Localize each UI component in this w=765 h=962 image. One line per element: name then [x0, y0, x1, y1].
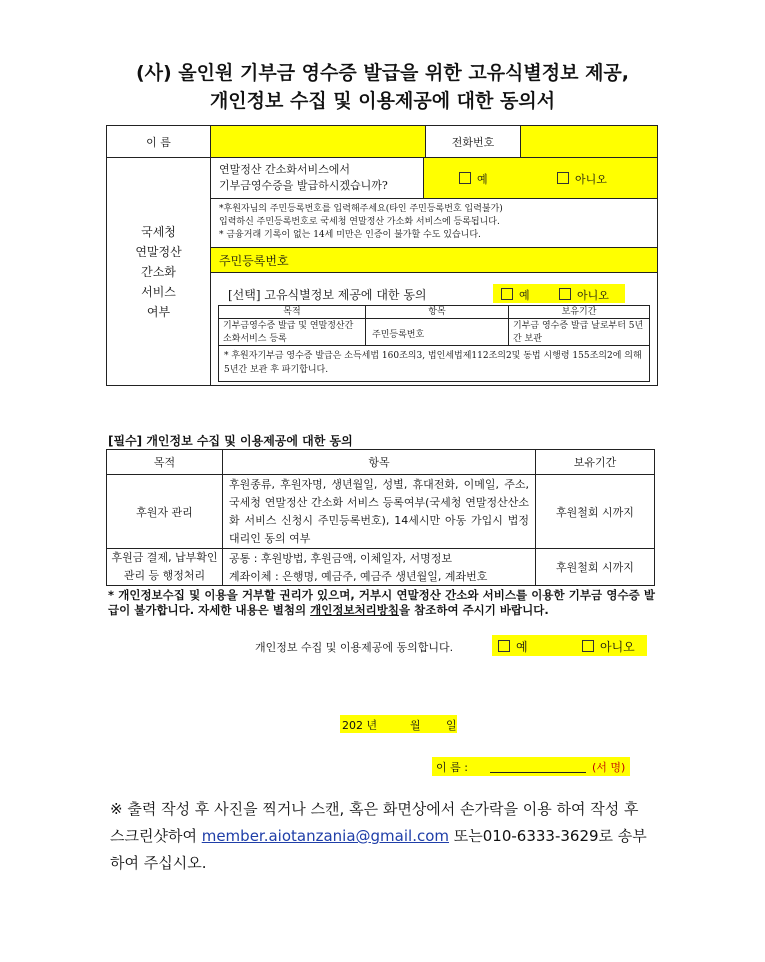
- note-line: 입력하신 주민등록번호로 국세청 연말정산 가소화 서비스에 등록됩니다.: [219, 217, 500, 227]
- checkbox[interactable]: [498, 640, 510, 652]
- required-consent-choice: [492, 635, 647, 656]
- optional-consent-label: [선택] 고유식별정보 제공에 대한 동의: [228, 288, 427, 302]
- required-yes[interactable]: [498, 638, 528, 655]
- row1-period: 후원철회 시까지: [535, 474, 655, 549]
- inner-note: * 후원자기부금 영수증 발급은 소득세법 160조의3, 법인세법제112조의2및 동법 시행령 155조의2에 의해 5년간 보관 후 파기합니다.: [218, 345, 650, 382]
- side-label-line: 국세청: [141, 224, 176, 239]
- year-end-no[interactable]: [557, 171, 607, 187]
- phone-input[interactable]: [520, 125, 658, 158]
- inner-header-period: 보유기간: [508, 305, 650, 319]
- inner-header-purpose: 목적: [218, 305, 366, 319]
- row2-item-line: 계좌이체 : 은행명, 예금주, 예금주 생년월일, 계좌번호: [229, 570, 488, 583]
- date-month: 월: [410, 719, 421, 732]
- required-title: [필수] 개인정보 수집 및 이용제공에 대한 동의: [108, 434, 353, 448]
- yes-label: 예: [519, 289, 530, 302]
- name-input[interactable]: [210, 125, 426, 158]
- yes-label: 예: [516, 640, 528, 654]
- sign-name-label: 이 름 :: [436, 761, 468, 774]
- yes-label: 예: [477, 173, 488, 186]
- signature-field[interactable]: [432, 757, 630, 776]
- footer-text: 또는010-6333-3629로 송부하여 주십시오.: [110, 827, 647, 872]
- side-label-line: 연말정산: [135, 244, 182, 259]
- required-warning: [108, 588, 655, 618]
- required-no[interactable]: [582, 638, 635, 655]
- rrn-label: 주민등록번호: [219, 254, 289, 268]
- phone-label: 전화번호: [425, 125, 521, 158]
- row2-items: [222, 548, 536, 586]
- side-label-line: 간소화: [141, 264, 176, 279]
- date-field[interactable]: [340, 715, 457, 733]
- header-items: 항목: [222, 449, 536, 475]
- row1-purpose: 후원자 관리: [106, 474, 223, 549]
- header-period: 보유기간: [535, 449, 655, 475]
- header-purpose: 목적: [106, 449, 223, 475]
- year-end-choice: [423, 157, 658, 199]
- sign-line: [490, 772, 586, 773]
- question-line: 기부금영수증을 발급하시겠습니까?: [219, 179, 388, 192]
- email-link[interactable]: member.aiotanzania@gmail.com: [201, 827, 449, 845]
- year-end-yes[interactable]: [459, 171, 488, 187]
- inner-header-item: 항목: [365, 305, 509, 319]
- optional-no[interactable]: [559, 287, 609, 303]
- footer-instructions: [110, 796, 650, 877]
- title-line-2: 개인정보 수집 및 이용제공에 대한 동의서: [209, 90, 556, 112]
- nts-side-label: [106, 157, 211, 386]
- warning-text: * 개인정보수집 및 이용을 거부할 권리가 있으며, 거부시 연말정산 간소와 서비스를 이용한 기부금 영수증 발급이 불가합니다. 자세한 내용은 별첨의: [108, 588, 655, 617]
- privacy-policy-link[interactable]: 개인정보처리방침: [310, 603, 400, 617]
- row2-purpose: 후원금 결제, 납부확인 관리 등 행정처리: [106, 548, 223, 586]
- year-end-question: [210, 157, 424, 199]
- name-label: 이 름: [106, 125, 211, 158]
- inner-cell-period: 기부금 영수증 발급 날로부터 5년간 보관: [508, 318, 650, 346]
- question-line: 연말정산 간소화서비스에서: [219, 163, 351, 176]
- no-label: 아니오: [575, 173, 607, 186]
- optional-consent-choice: [493, 284, 625, 303]
- side-label-line: 여부: [146, 304, 171, 319]
- note-line: *후원자님의 주민등록번호를 입력해주세요(타인 주민등록번호 입력불가): [219, 204, 503, 214]
- checkbox[interactable]: [501, 288, 513, 300]
- note-line: * 금융거래 기록이 없는 14세 미만은 인증이 불가할 수도 있습니다.: [219, 230, 481, 240]
- checkbox[interactable]: [582, 640, 594, 652]
- inner-cell-item: 주민등록번호: [365, 318, 509, 346]
- row1-items: 후원종류, 후원자명, 생년월일, 성별, 휴대전화, 이메일, 주소, 국세청 연말정산 간소화 서비스 등록여부(국세청 연말정산산소화 서비스 신청시 주민등록번호), 14세시만 아동 가입시 법정대리인 동의 여부: [222, 474, 536, 549]
- date-year: 202 년: [342, 719, 378, 732]
- row2-item-line: 공통 : 후원방법, 후원금액, 이체일자, 서명정보: [229, 552, 452, 565]
- footer-text: ※ 출력 작성 후 사진을 찍거나 스캔, 혹은 화면상에서 손가락을 이용 하여 작성 후 스크린샷하여: [110, 800, 639, 845]
- checkbox[interactable]: [559, 288, 571, 300]
- optional-yes[interactable]: [501, 287, 530, 303]
- agree-text: 개인정보 수집 및 이용제공에 동의합니다.: [255, 641, 454, 654]
- checkbox[interactable]: [459, 172, 471, 184]
- date-day: 일: [446, 719, 457, 732]
- sign-label: (서 명): [592, 761, 626, 774]
- rrn-notes: [210, 198, 658, 248]
- row2-period: 후원철회 시까지: [535, 548, 655, 586]
- warning-text: 을 참조하여 주시기 바랍니다.: [399, 603, 549, 617]
- title-line-1: (사) 올인원 기부금 영수증 발급을 위한 고유식별정보 제공,: [135, 62, 630, 84]
- side-label-line: 서비스: [141, 284, 176, 299]
- checkbox[interactable]: [557, 172, 569, 184]
- no-label: 아니오: [600, 640, 635, 654]
- no-label: 아니오: [577, 289, 609, 302]
- inner-cell-purpose: 기부금영수증 발급 및 연말정산간소화서비스 등록: [218, 318, 366, 346]
- rrn-input[interactable]: [210, 247, 658, 273]
